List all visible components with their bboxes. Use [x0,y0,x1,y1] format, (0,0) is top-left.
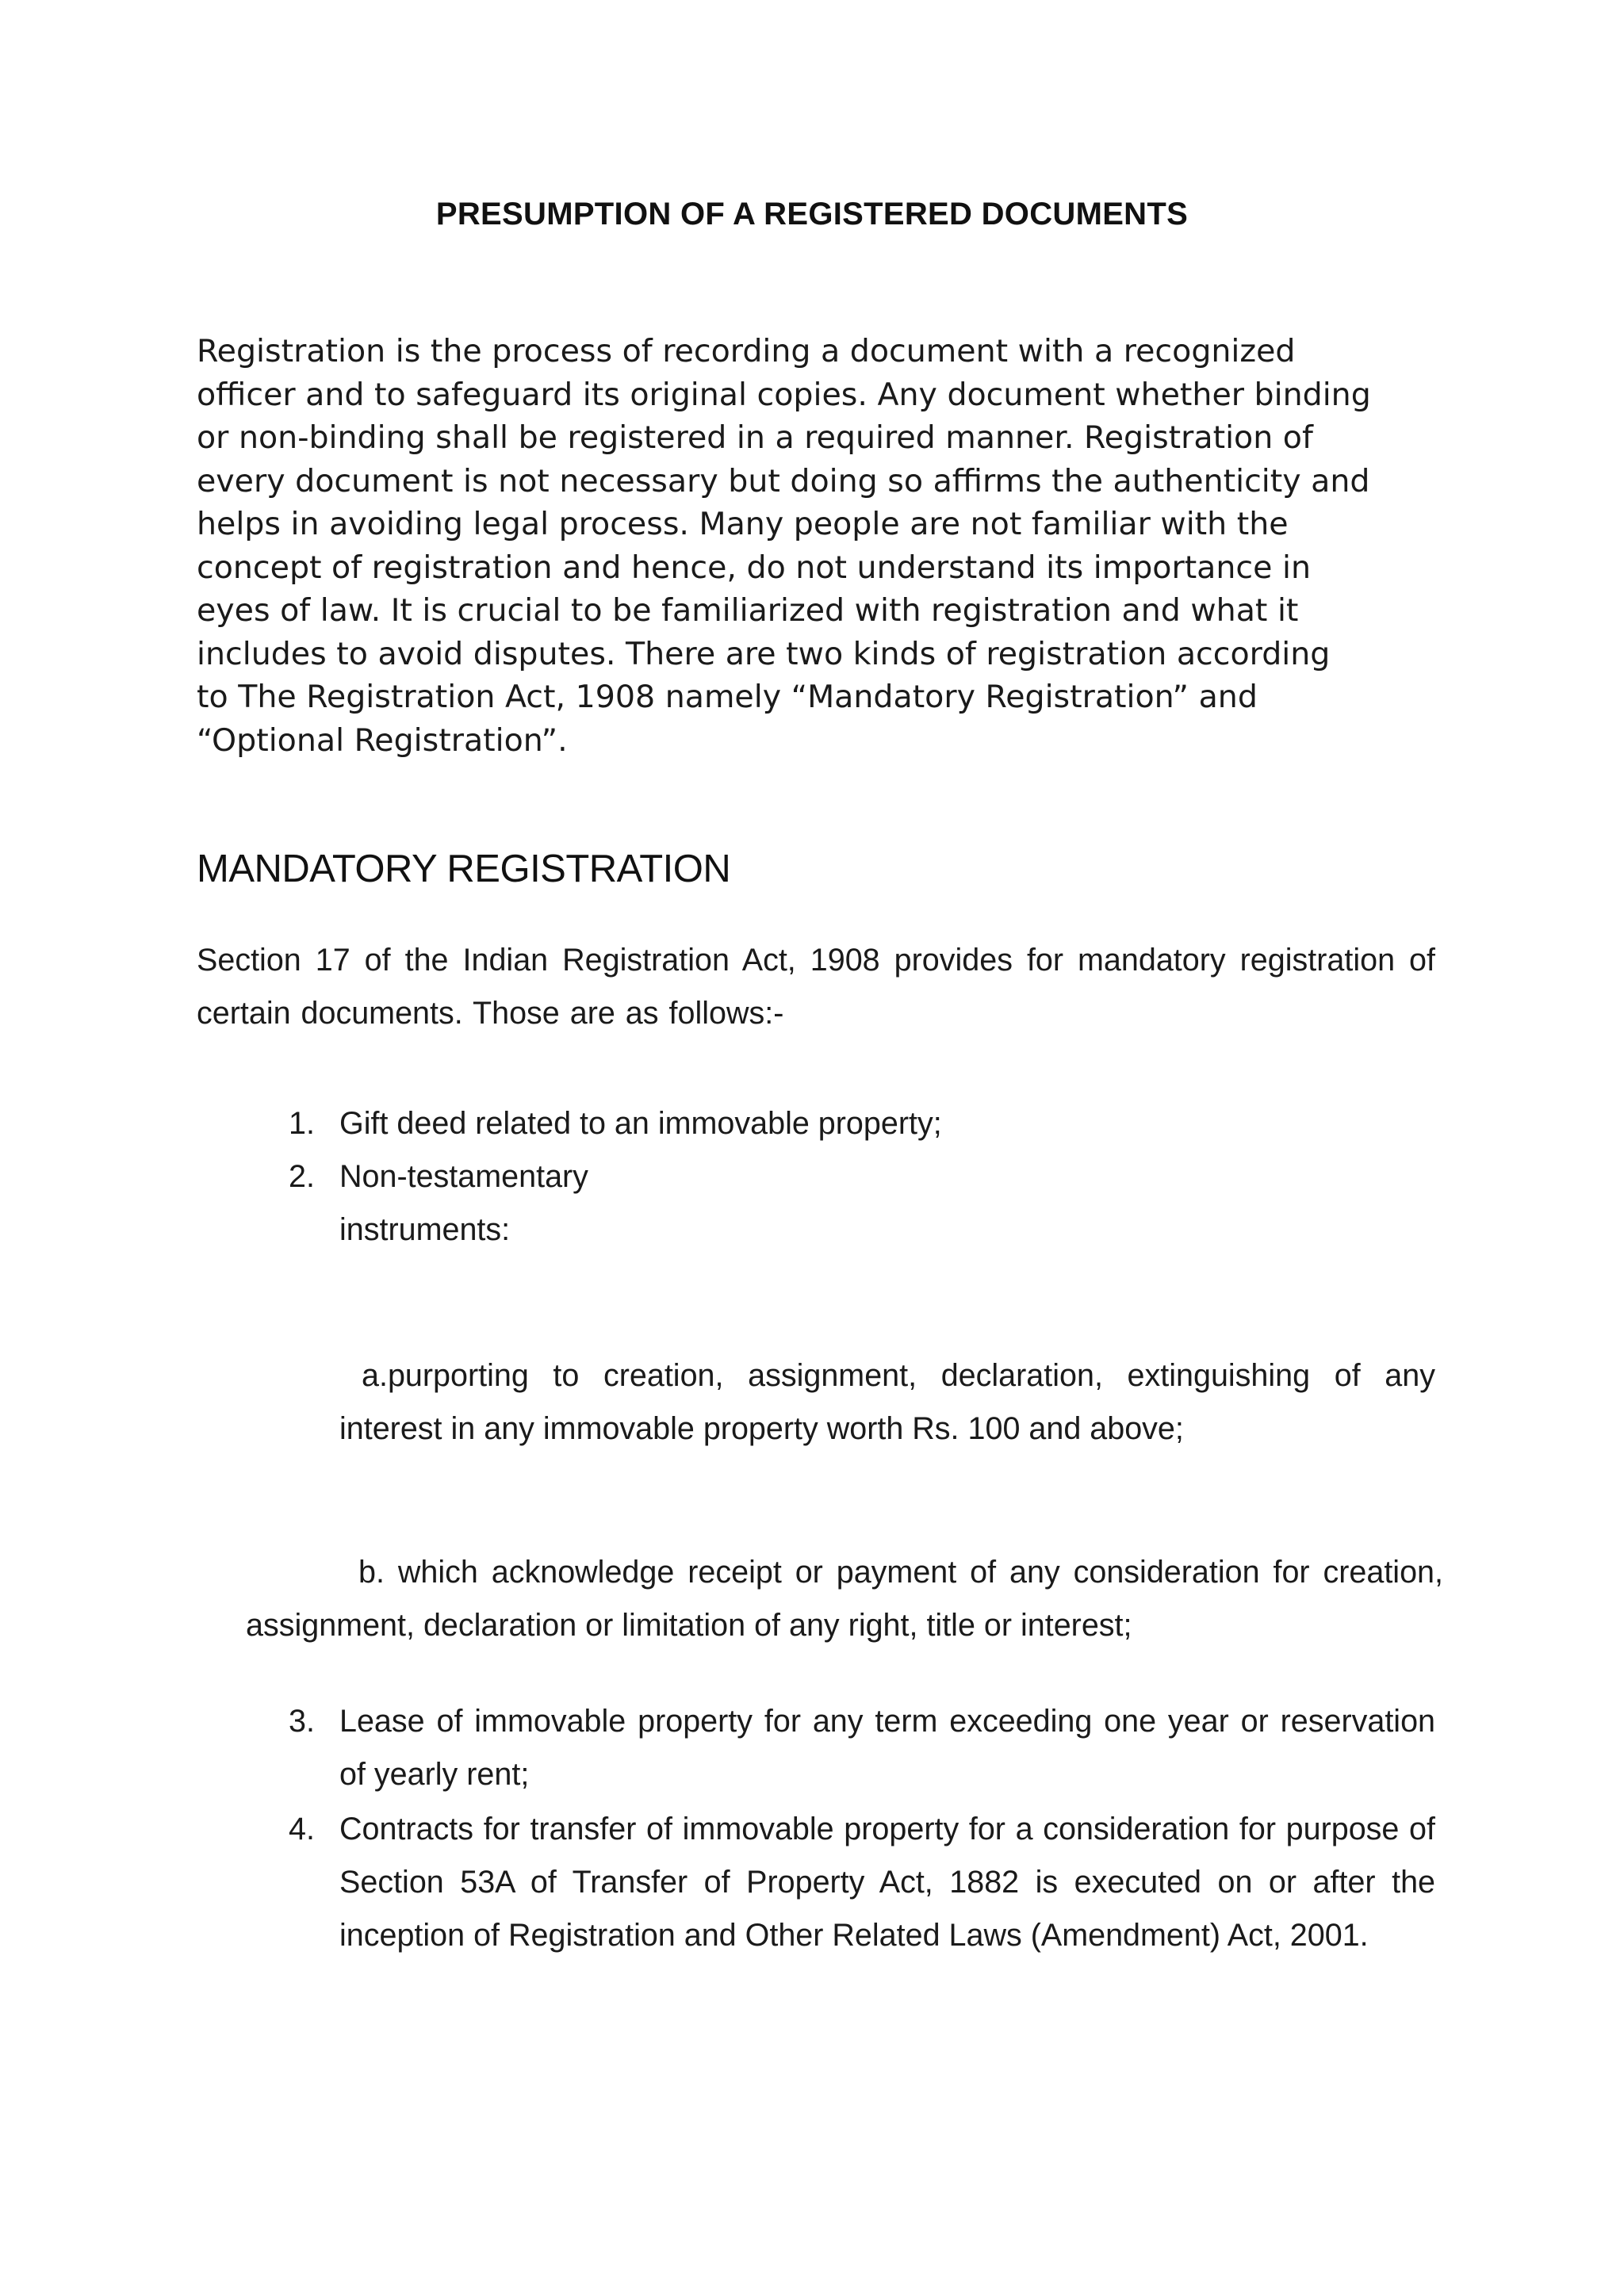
intro-line: every document is not necessary but doing so affirms the authenticity and [197,462,1370,499]
intro-paragraph [197,330,1442,762]
intro-line: includes to avoid disputes. There are two kinds of registration according [197,635,1331,672]
intro-line: concept of registration and hence, do not understand its importance in [197,549,1312,586]
list-item-text-line: instruments: [339,1212,511,1247]
list-item-number: 1. [289,1106,315,1141]
intro-line: to The Registration Act, 1908 namely “Mandatory Registration” and [197,679,1258,715]
intro-line: or non-binding shall be registered in a required manner. Registration of [197,419,1313,456]
list-item-text: Contracts for transfer of immovable property for a consideration for purpose of Section 53A of Transfer of Property Act, 1882 is executed on or after the inception of Registration and Other Related Laws (Amendment) Act, 2001. [339,1812,1435,1953]
sub-item-b: b. which acknowledge receipt or payment of any consideration for creation, assignment, declaration or limitation of any right, title or interest; [246,1555,1443,1643]
list-item-number: 2. [289,1159,315,1194]
intro-line: officer and to safeguard its original copies. Any document whether binding [197,376,1371,413]
list-item-text: Lease of immovable property for any term exceeding one year or reservation of yearly rent; [339,1704,1435,1792]
sub-item-a: a.purporting to creation, assignment, declaration, extinguishing of any interest in any immovable property worth Rs. 100 and above; [339,1358,1435,1446]
list-item-number: 4. [289,1812,315,1846]
document-title: PRESUMPTION OF A REGISTERED DOCUMENTS [435,197,1189,232]
section-heading: MANDATORY REGISTRATION [197,848,731,890]
intro-line: helps in avoiding legal process. Many people are not familiar with the [197,506,1289,542]
intro-line: eyes of law. It is crucial to be familiarized with registration and what it [197,592,1299,629]
intro-line: “Optional Registration”. [197,721,568,759]
list-item-text [339,1150,1435,1257]
list-item-text: Gift deed related to an immovable property; [339,1106,942,1141]
intro-line: Registration is the process of recording a document with a recognized [197,333,1296,369]
list-item-text-line: Non-testamentary [339,1159,588,1194]
section-paragraph: Section 17 of the Indian Registration Act, 1908 provides for mandatory registration of certain documents. Those are as follows:- [197,943,1435,1031]
list-item-number: 3. [289,1704,315,1739]
